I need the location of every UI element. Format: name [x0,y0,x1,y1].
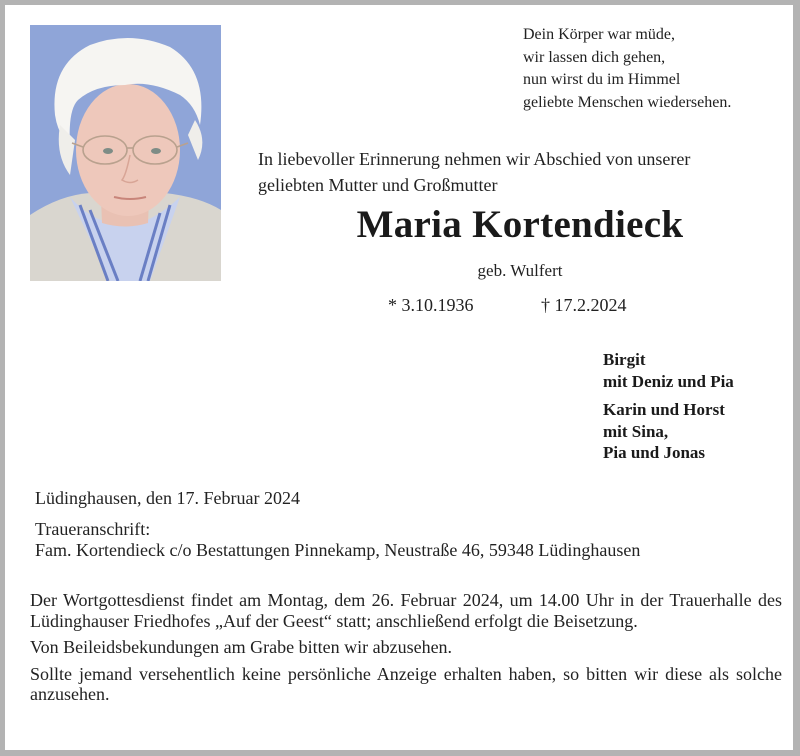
family-line: mit Deniz und Pia [603,371,734,391]
family-group [603,399,734,464]
family-line: mit Sina, [603,421,669,441]
poem-line: geliebte Menschen wiedersehen. [523,93,732,111]
service-info: Der Wortgottesdienst findet am Montag, dem 26. Februar 2024, um 14.00 Uhr in der Trauerhalle des Lüdinghauser Friedhofes „Auf der Geest“ statt; anschließend erfolgt die Beisetzung. [30,590,782,631]
intro-text [258,146,690,198]
maiden-name: geb. Wulfert [477,261,563,280]
place-and-date: Lüdinghausen, den 17. Februar 2024 [35,488,300,508]
condolence-note: Von Beileidsbekundungen am Grabe bitten wir abzusehen. [30,637,453,657]
portrait-photo [30,25,221,281]
mourning-address: Fam. Kortendieck c/o Bestattungen Pinnekamp, Neustraße 46, 59348 Lüdinghausen [35,540,641,560]
poem-line: nun wirst du im Himmel [523,71,681,89]
family-signatures [603,349,734,471]
service-notes [30,590,782,711]
family-line: Karin und Horst [603,400,725,419]
portrait-image-icon [30,25,221,281]
intro-line: In liebevoller Erinnerung nehmen wir Abschied von unserer [258,149,691,169]
family-line: Birgit [603,350,646,369]
death-date: † 17.2.2024 [541,295,627,315]
birth-date: * 3.10.1936 [388,295,474,315]
family-group [603,349,734,392]
intro-line: geliebten Mutter und Großmutter [258,175,498,195]
deceased-name: Maria Kortendieck [356,203,684,246]
mourning-address-label: Traueranschrift: [35,519,151,539]
poem [523,24,731,114]
poem-line: Dein Körper war müde, [523,26,675,43]
no-notice-note: Sollte jemand versehentlich keine persönliche Anzeige erhalten haben, so bitten wir diese als solche anzusehen. [30,663,782,704]
family-line: Pia und Jonas [603,443,706,462]
poem-line: wir lassen dich gehen, [523,48,666,66]
